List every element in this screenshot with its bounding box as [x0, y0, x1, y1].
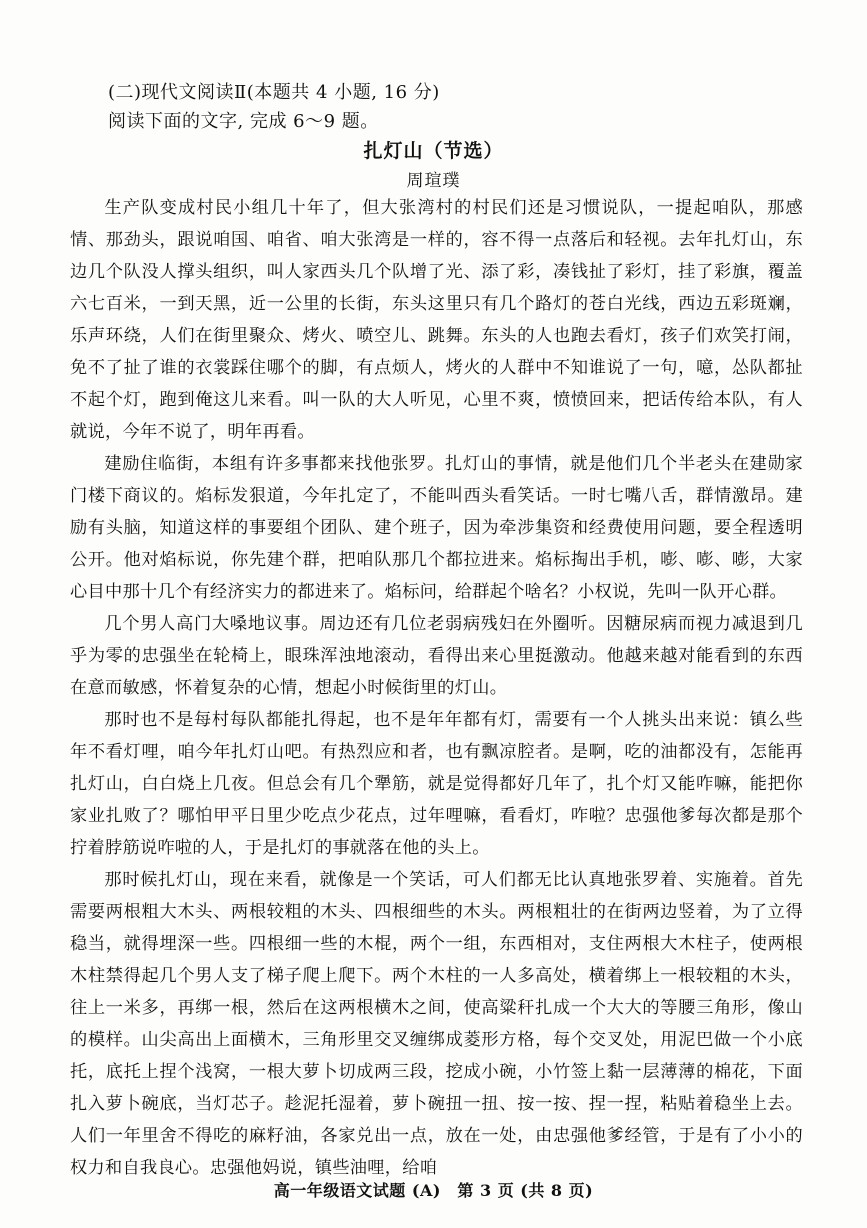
- article-author: 周瑄璞: [406, 171, 461, 191]
- article-body: [70, 192, 803, 1184]
- paragraph-4: 那时也不是每村每队都能扎得起，也不是年年都有灯，需要有一个人挑头出来说：镇么些年不看灯哩，咱今年扎灯山吧。有热烈应和者，也有飘凉腔者。是啊，吃的油都没有，怎能再扎灯山，白白烧上几夜。但总会有几个犟筋，就是觉得都好几年了，扎个灯又能咋嘛，能把你家业扎败了？哪怕甲平日里少吃点少花点，过年哩嘛，看看灯，咋啦？忠强他爹每次都是那个拧着脖筋说咋啦的人，于是扎灯的事就落在他的头上。: [70, 710, 803, 858]
- page-footer: 高一年级语文试题 (A) 第 3 页 (共 8 页): [273, 1181, 594, 1200]
- paragraph-5: 那时候扎灯山，现在来看，就像是一个笑话，可人们都无比认真地张罗着、实施着。首先需要两根粗大木头、两根较粗的木头、四根细些的木头。两根粗壮的在街两边竖着，为了立得稳当，就得埋深一些。四根细一些的木棍，两个一组，东西相对，支住两根大木柱子，使两根木柱禁得起几个男人支了梯子爬上爬下。两个木柱的一人多高处，横着绑上一根较粗的木头，往上一米多，再绑一根，然后在这两根横木之间，使高粱秆扎成一个大大的等腰三角形，像山的模样。山尖高出上面横木，三角形里交叉缠绑成菱形方格，每个交叉处，用泥巴做一个小底托，底托上捏个浅窝，一根大萝卜切成两三段，挖成小碗，小竹签上黏一层薄薄的棉花，下面扎入萝卜碗底，当灯芯子。趁泥托湿着，萝卜碗扭一扭、按一按、捏一捏，粘贴着稳坐上去。人们一年里舍不得吃的麻籽油，各家兑出一点，放在一处，由忠强他爹经管，于是有了小小的权力和自我良心。忠强他妈说，镇些油哩，给咱: [70, 870, 803, 1178]
- reading-instruction: 阅读下面的文字, 完成 6～9 题。: [108, 111, 379, 132]
- section-header: (二)现代文阅读Ⅱ(本题共 4 小题, 16 分): [108, 82, 440, 103]
- paragraph-3: 几个男人高门大嗓地议事。周边还有几位老弱病残妇在外圈听。因糖尿病而视力减退到几乎为零的忠强坐在轮椅上，眼珠浑浊地滚动，看得出来心里挺激动。他越来越对能看到的东西在意而敏感，怀着复杂的心情，想起小时候街里的灯山。: [70, 614, 803, 698]
- paragraph-2: 建励住临街，本组有许多事都来找他张罗。扎灯山的事情，就是他们几个半老头在建勋家门楼下商议的。焰标发狠道，今年扎定了，不能叫西头看笑话。一时七嘴八舌，群情激昂。建励有头脑，知道这样的事要组个团队、建个班子，因为牵涉集资和经费使用问题，要全程透明公开。他对焰标说，你先建个群，把咱队那几个都拉进来。焰标掏出手机，嘭、嘭、嘭，大家心目中那十几个有经济实力的都进来了。焰标问，给群起个啥名？小权说，先叫一队开心群。: [70, 454, 803, 602]
- paragraph-1: 生产队变成村民小组几十年了，但大张湾村的村民们还是习惯说队，一提起咱队，那感情、那劲头，跟说咱国、咱省、咱大张湾是一样的，容不得一点落后和轻视。去年扎灯山，东边几个队没人撑头组织，叫人家西头几个队增了光、添了彩，凑钱扯了彩灯，挂了彩旗，覆盖六七百米，一到天黑，近一公里的长街，东头这里只有几个路灯的苍白光线，西边五彩斑斓，乐声环绕，人们在街里聚众、烤火、喷空儿、跳舞。东头的人也跑去看灯，孩子们欢笑打闹，免不了扯了谁的衣裳踩住哪个的脚，有点烦人，烤火的人群中不知谁说了一句，噫，怂队都扯不起个灯，跑到俺这儿来看。叫一队的大人听见，心里不爽，愤愤回来，把话传给本队，有人就说，今年不说了，明年再看。: [70, 198, 803, 442]
- article-title: 扎灯山（节选）: [363, 140, 504, 162]
